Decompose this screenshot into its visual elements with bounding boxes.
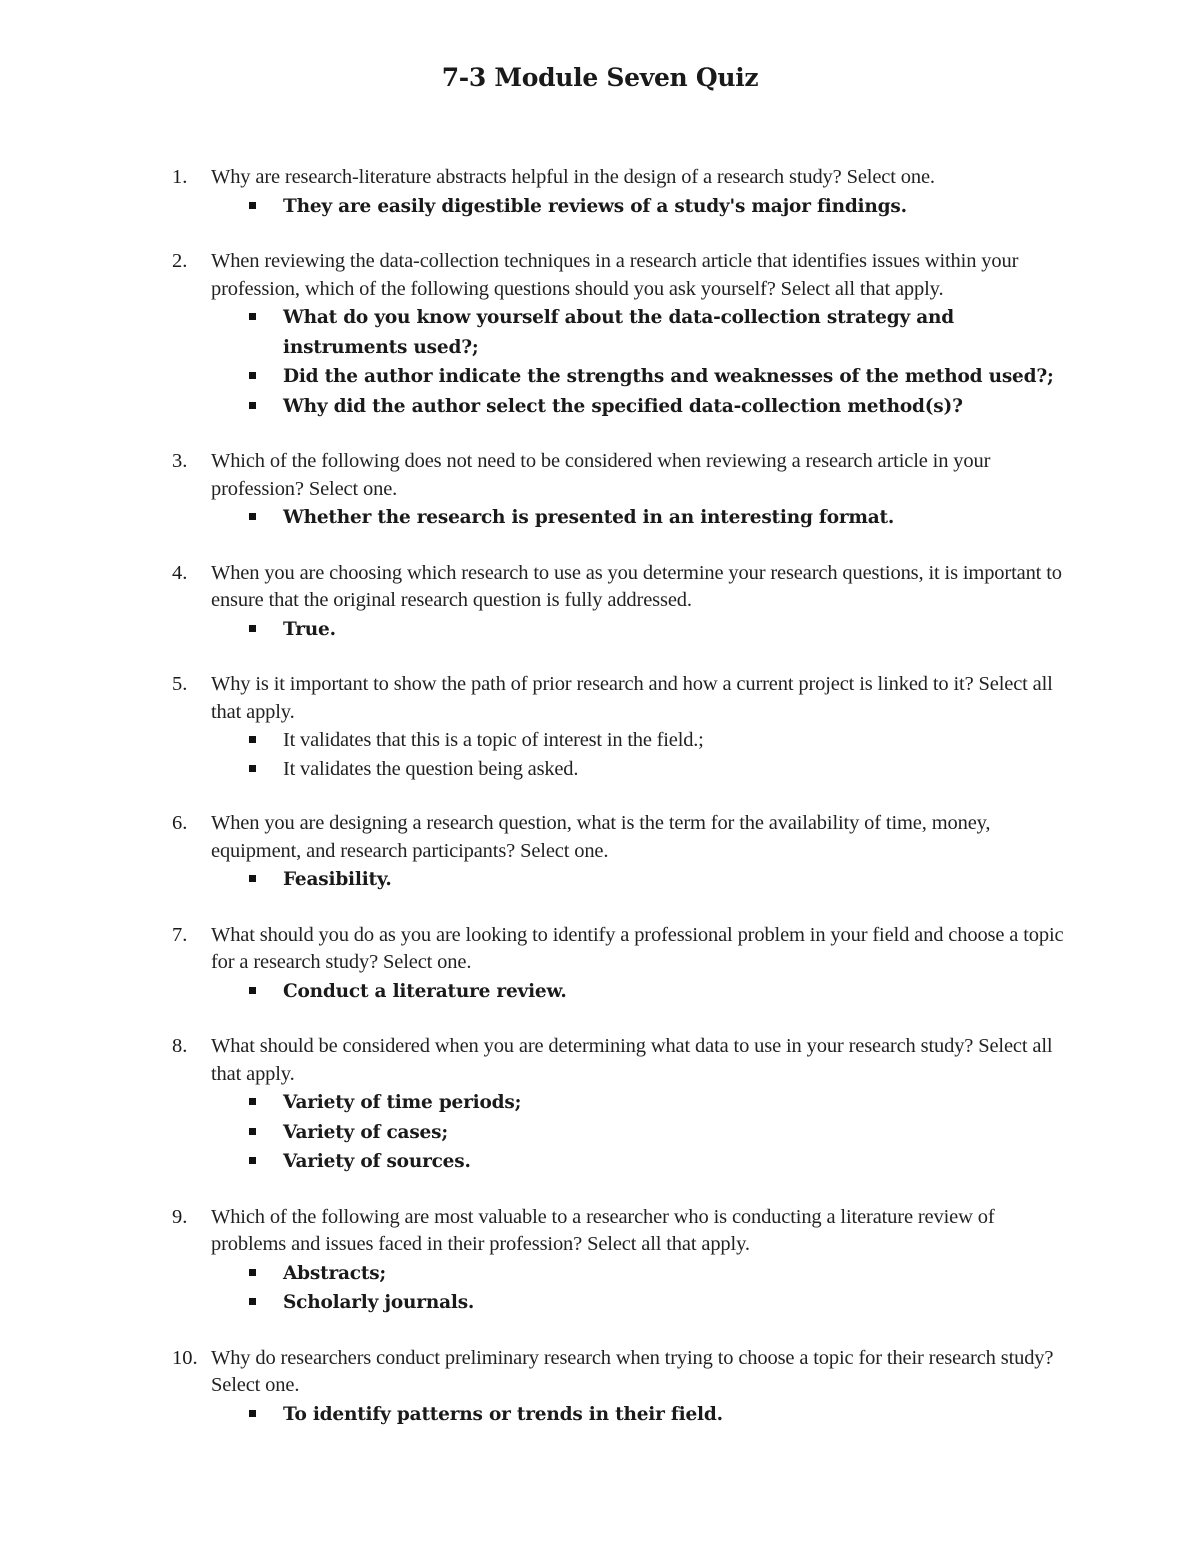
square-bullet-icon: [249, 402, 256, 409]
question-number: 3.: [172, 450, 188, 472]
answer-text: Did the author indicate the strengths and weaknesses of the method used?;: [283, 366, 1054, 387]
question-text: Why do researchers conduct preliminary research when trying to choose a topic for their research study? Select one.: [211, 1346, 1054, 1396]
answer-text: Variety of sources.: [283, 1151, 471, 1172]
answer-list: [211, 726, 1072, 783]
question-number: 10.: [172, 1346, 198, 1369]
question-text: When you are designing a research question, what is the term for the availability of time, money, equipment, and research participants? Select one.: [211, 812, 991, 862]
square-bullet-icon: [249, 765, 256, 772]
square-bullet-icon: [249, 1410, 256, 1417]
square-bullet-icon: [249, 1128, 256, 1135]
answer-item: [211, 392, 1072, 422]
question-item: [172, 1033, 1072, 1177]
square-bullet-icon: [249, 1157, 256, 1164]
question-text: Why are research-literature abstracts helpful in the design of a research study? Select one.: [211, 166, 935, 188]
answer-text: It validates the question being asked.: [283, 757, 579, 780]
answer-item: [211, 726, 1072, 755]
question-item: [172, 248, 1072, 421]
answer-item: [211, 303, 1072, 362]
answer-text: Conduct a literature review.: [283, 980, 567, 1002]
question-text: Which of the following are most valuable to a researcher who is conducting a literature review of problems and issues faced in their profession? Select all that apply.: [211, 1205, 995, 1255]
question-item: [172, 1345, 1072, 1430]
answer-item: [211, 503, 1072, 533]
answer-item: [211, 362, 1072, 392]
answer-text: It validates that this is a topic of interest in the field.;: [283, 729, 704, 751]
answer-text: Whether the research is presented in an interesting format.: [283, 507, 895, 528]
square-bullet-icon: [249, 202, 256, 209]
square-bullet-icon: [249, 625, 256, 632]
answer-list: [211, 303, 1072, 421]
question-text: When you are choosing which research to use as you determine your research questions, it is important to ensure that the original research question is fully addressed.: [211, 561, 1062, 611]
question-item: [172, 1204, 1072, 1318]
answer-list: [211, 192, 1072, 222]
question-text: Which of the following does not need to be considered when reviewing a research article in your profession? Select one.: [211, 450, 991, 500]
answer-text: They are easily digestible reviews of a study's major findings.: [283, 195, 907, 217]
square-bullet-icon: [249, 875, 256, 882]
answer-text: Feasibility.: [283, 869, 392, 890]
answer-item: [211, 1088, 1072, 1118]
answer-list: [211, 1259, 1072, 1318]
answer-item: [211, 192, 1072, 222]
answer-text: Variety of cases;: [283, 1121, 448, 1143]
square-bullet-icon: [249, 736, 256, 743]
square-bullet-icon: [249, 513, 256, 520]
answer-item: [211, 1400, 1072, 1430]
question-item: [172, 448, 1072, 533]
question-item: [172, 164, 1072, 221]
question-number: 9.: [172, 1205, 188, 1228]
question-item: [172, 671, 1072, 783]
square-bullet-icon: [249, 1298, 256, 1305]
question-number: 7.: [172, 923, 188, 946]
answer-text: Why did the author select the specified data-collection method(s)?: [283, 395, 963, 417]
answer-text: Scholarly journals.: [283, 1292, 475, 1313]
question-text: Why is it important to show the path of prior research and how a current project is linked to it? Select all that apply.: [211, 673, 1053, 723]
square-bullet-icon: [249, 987, 256, 994]
answer-item: [211, 1118, 1072, 1148]
answer-text: True.: [283, 618, 336, 640]
answer-list: [211, 615, 1072, 645]
square-bullet-icon: [249, 372, 256, 379]
question-text: What should be considered when you are determining what data to use in your research study? Select all that apply.: [211, 1035, 1053, 1085]
question-number: 2.: [172, 250, 188, 272]
question-item: [172, 560, 1072, 645]
question-number: 4.: [172, 561, 188, 584]
page-title: 7-3 Module Seven Quiz: [441, 63, 759, 92]
answer-item: [211, 1259, 1072, 1289]
question-text: What should you do as you are looking to identify a professional problem in your field and choose a topic for a research study? Select one.: [211, 923, 1064, 973]
square-bullet-icon: [249, 1098, 256, 1105]
answer-list: [211, 1400, 1072, 1430]
question-number: 5.: [172, 673, 188, 695]
answer-list: [211, 977, 1072, 1007]
answer-item: [211, 615, 1072, 645]
answer-text: Abstracts;: [283, 1262, 387, 1284]
answer-text: Variety of time periods;: [283, 1092, 522, 1113]
answer-list: [211, 503, 1072, 533]
answer-item: [211, 977, 1072, 1007]
answer-list: [211, 865, 1072, 895]
answer-item: [211, 1288, 1072, 1318]
question-text: When reviewing the data-collection techniques in a research article that identifies issues within your profession, which of the following questions should you ask yourself? Select all that apply.: [211, 250, 1019, 300]
answer-text: To identify patterns or trends in their field.: [283, 1403, 723, 1425]
answer-item: [211, 755, 1072, 784]
answer-list: [211, 1088, 1072, 1177]
question-number: 6.: [172, 812, 188, 834]
answer-item: [211, 1147, 1072, 1177]
question-list: [172, 164, 1072, 1456]
question-number: 1.: [172, 166, 188, 188]
question-number: 8.: [172, 1035, 188, 1057]
answer-text: What do you know yourself about the data-collection strategy and instruments used?;: [283, 307, 955, 358]
square-bullet-icon: [249, 313, 256, 320]
question-item: [172, 810, 1072, 895]
answer-item: [211, 865, 1072, 895]
question-item: [172, 922, 1072, 1007]
square-bullet-icon: [249, 1269, 256, 1276]
